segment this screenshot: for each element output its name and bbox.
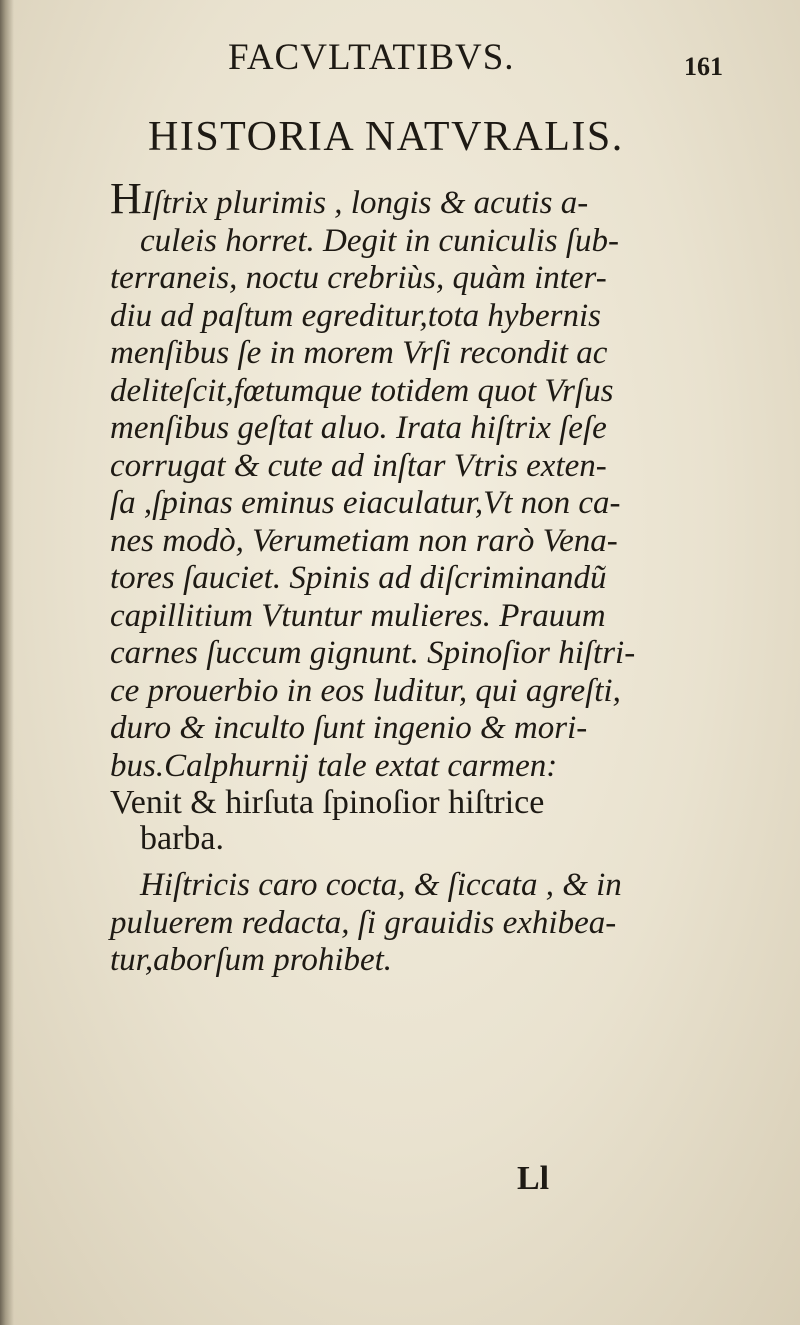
verse-quotation [110, 785, 750, 857]
text-line: Hiſtricis caro cocta, & ſiccata , & in [140, 867, 622, 903]
body-text [110, 174, 750, 980]
text-line: carnes ſuccum gignunt. Spinoſior hiſtri- [110, 635, 636, 671]
text-line: tur,aborſum prohibet. [110, 942, 393, 978]
verse-line: barba. [140, 820, 225, 857]
text-line: HIſtrix plurimis , longis & acutis a- [110, 174, 589, 223]
text-line: capillitium Vtuntur mulieres. Prauum [110, 597, 606, 634]
text-line: puluerem redacta, ſi grauidis exhibea- [110, 904, 617, 941]
page-binding-edge [0, 0, 14, 1325]
text-line: diu ad paſtum egreditur,tota hybernis [110, 297, 602, 334]
signature-mark: Ll [517, 1160, 550, 1197]
text-line: duro & inculto ſunt ingenio & mori- [110, 710, 588, 746]
initial-letter: H [110, 174, 142, 223]
text-line: corrugat & cute ad inſtar Vtris exten- [110, 447, 607, 484]
section-title: HISTORIA NATVRALIS. [148, 114, 624, 160]
text-line: terraneis, noctu crebriùs, quàm inter- [110, 260, 607, 296]
text-line: delitеſcit,fœtumque totidem quot Vrſus [110, 372, 614, 409]
paragraph-1 [110, 174, 750, 785]
text-line: culeis horret. Degit in cuniculis ſub- [140, 222, 620, 259]
verse-line: Venit & hirſuta ſpinoſior hiſtrice [110, 784, 545, 821]
paragraph-2 [110, 867, 750, 980]
text-line: bus.Calphurnij tale extat carmen: [110, 747, 558, 784]
text-line: tores ſauciet. Spinis ad diſcriminandũ [110, 560, 607, 596]
page-number: 161 [684, 52, 723, 81]
text-line: nes modò, Verumetiam non rarò Vena- [110, 522, 618, 559]
text-line: menſibus ſe in morem Vrſi recondit ac [110, 335, 608, 371]
running-head: FACVLTATIBVS. [228, 37, 515, 78]
text-line: ce prouerbio in eos luditur, qui agreſti, [110, 672, 621, 709]
text-line: menſibus geſtat aluo. Irata hiſtrix ſeſe [110, 410, 607, 446]
text-line: ſa ,ſpinas eminus eiaculatur,Vt non ca- [110, 485, 621, 521]
